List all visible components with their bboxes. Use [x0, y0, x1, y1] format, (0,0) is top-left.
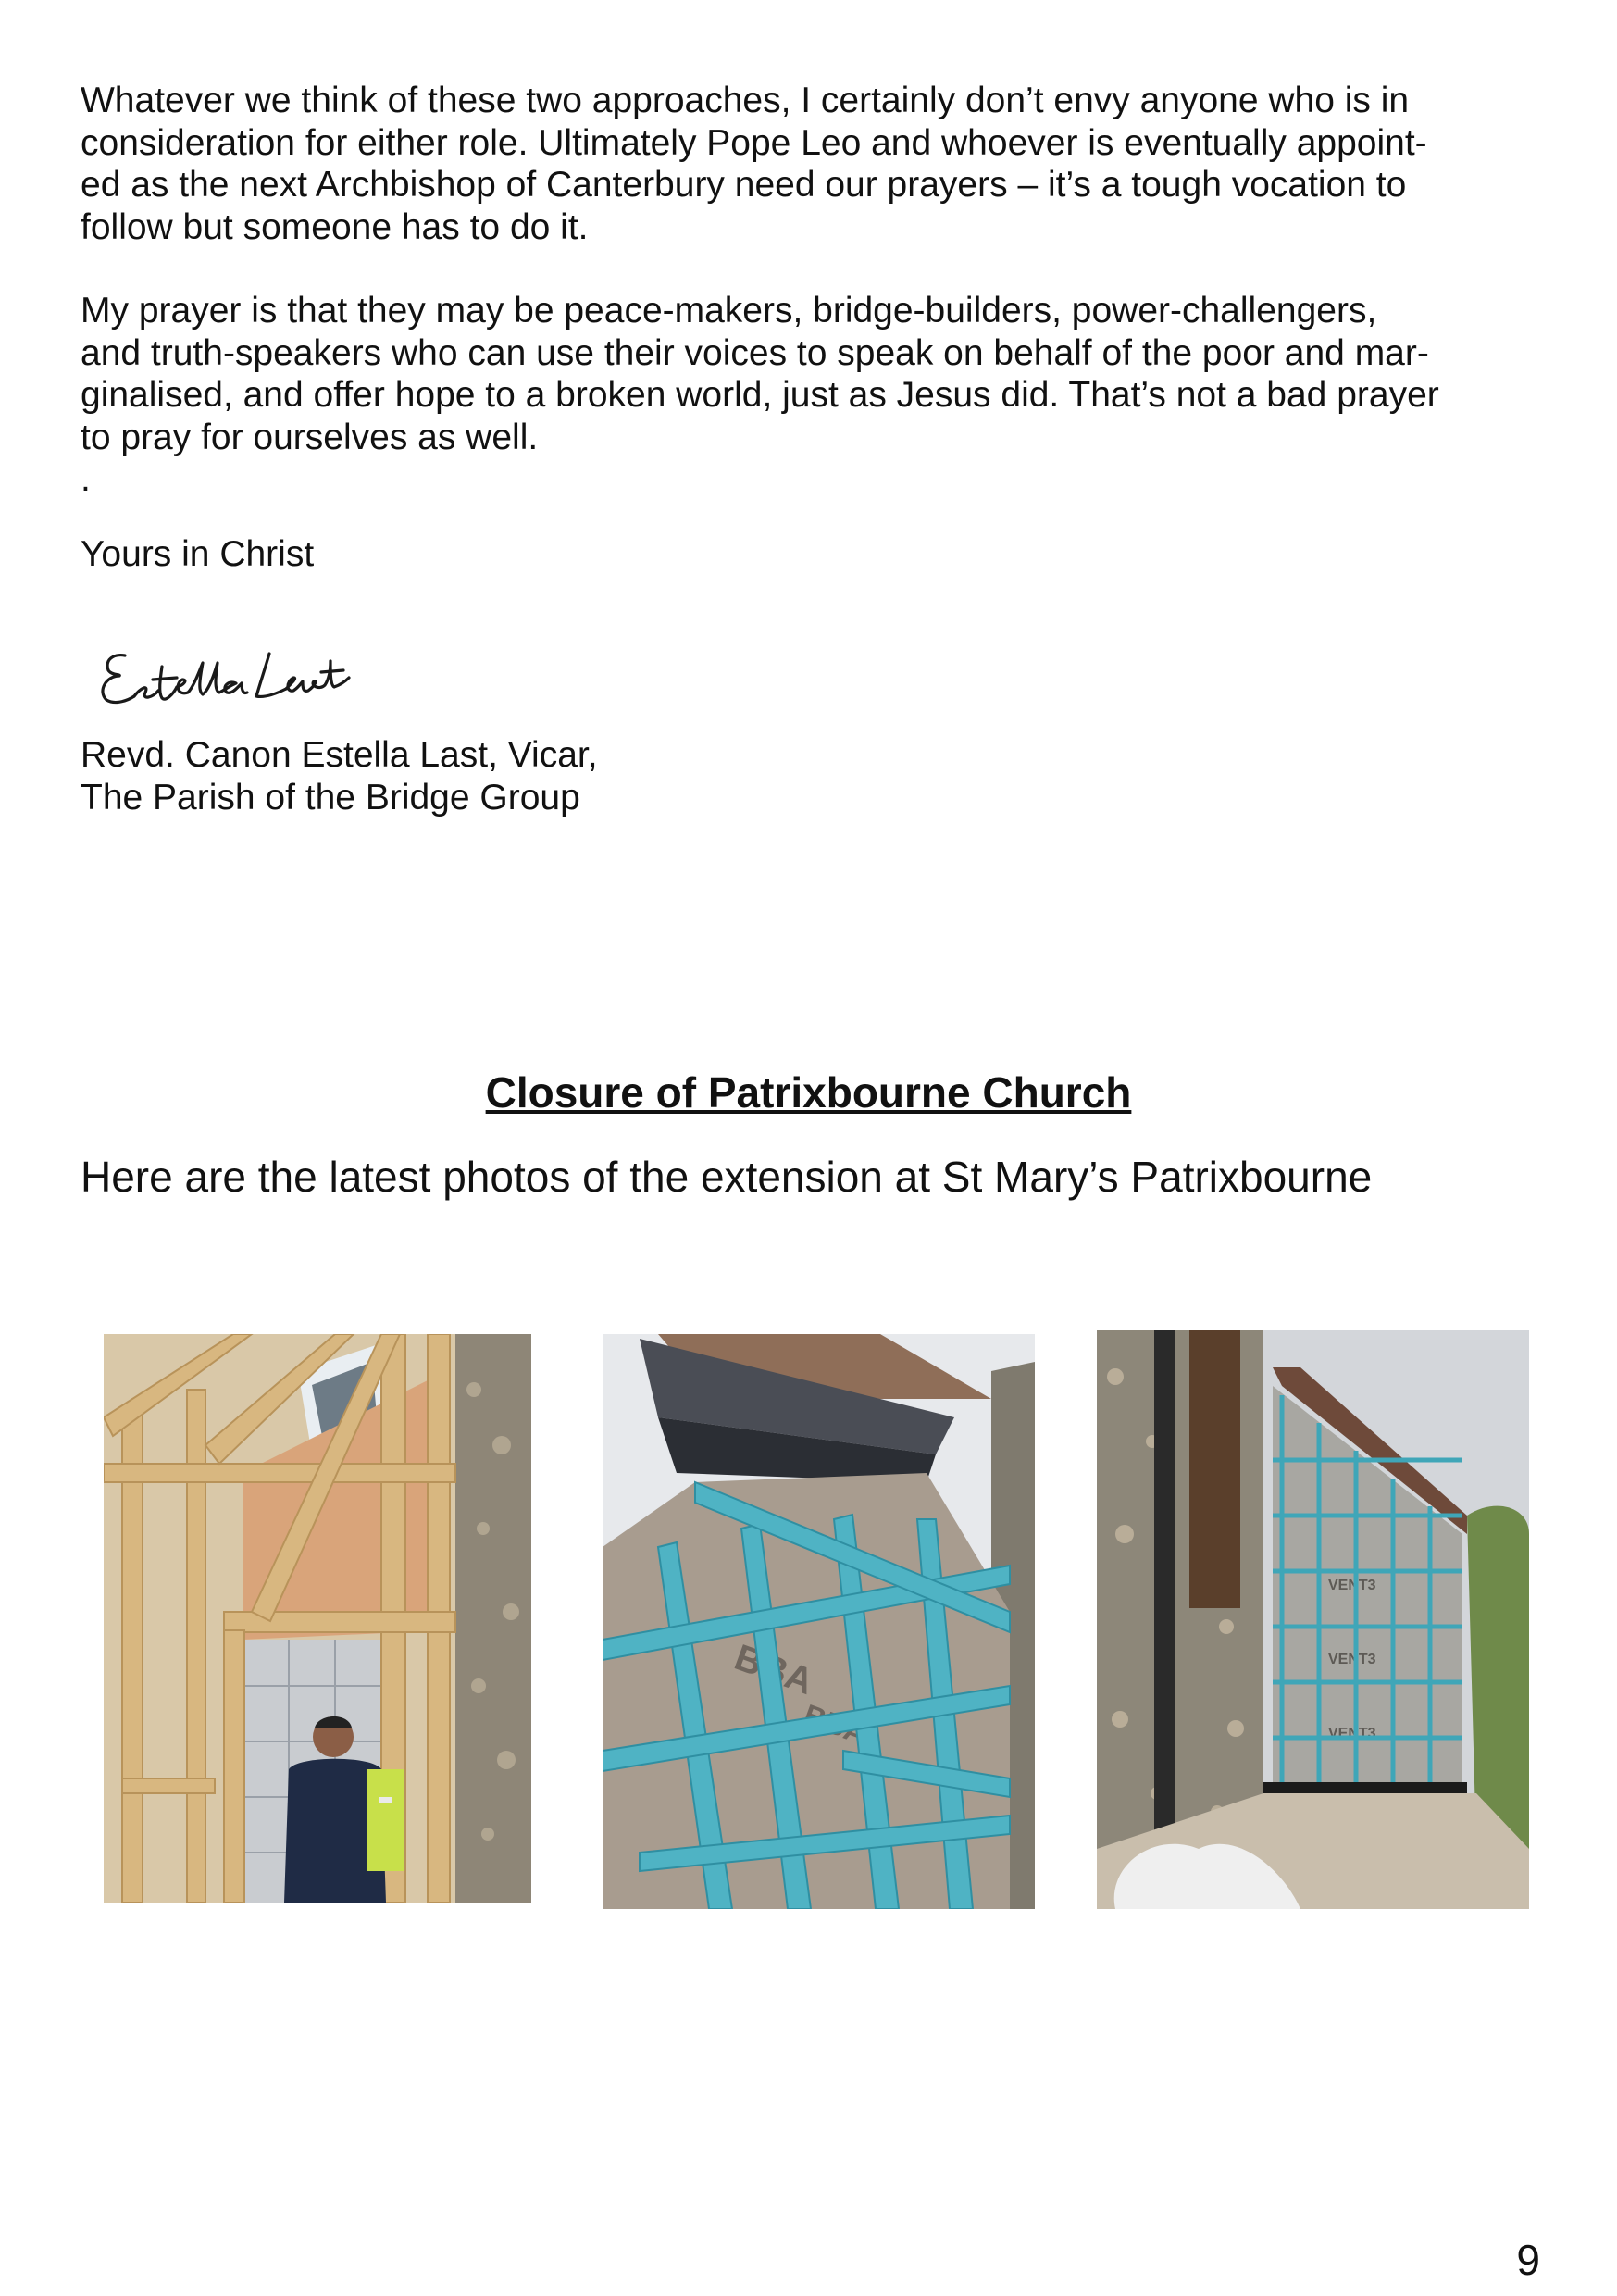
signoff-block	[81, 734, 1561, 818]
parish-name: The Parish of the Bridge Group	[81, 777, 580, 817]
text-line: follow but someone has to do it.	[81, 206, 589, 247]
section-title: Closure of Patrixbourne Church	[485, 1068, 1132, 1117]
page-number: 9	[1516, 2236, 1540, 2284]
membrane-logo: VENT3	[1328, 1652, 1376, 1667]
photo-exterior-battens	[603, 1334, 1035, 1909]
vicar-name: Revd. Canon Estella Last, Vicar,	[81, 735, 598, 775]
membrane-logo: VENT3	[1328, 1578, 1376, 1593]
membrane-logo: VENT3	[1328, 1726, 1376, 1741]
text-line: Whatever we think of these two approaches, I certainly don’t envy anyone who is in	[81, 81, 1410, 120]
text-line: consideration for either role. Ultimately Pope Leo and whoever is eventually appoint-	[81, 122, 1427, 163]
letter-paragraph-1	[81, 80, 1561, 248]
text-line: to pray for ourselves as well.	[81, 417, 539, 457]
text-line: ginalised, and offer hope to a broken world, just as Jesus did. That’s not a bad prayer	[81, 375, 1439, 415]
photo-side-wall	[1097, 1330, 1529, 1909]
text-line: My prayer is that they may be peace-makers, bridge-builders, power-challengers,	[81, 291, 1377, 331]
signature-image	[88, 618, 356, 720]
photo-interior-framing	[104, 1334, 531, 1903]
closing-line: Yours in Christ	[81, 534, 315, 574]
text-line: ed as the next Archbishop of Canterbury need our prayers – it’s a tough vocation to	[81, 165, 1407, 205]
section-intro: Here are the latest photos of the extension at St Mary’s Patrixbourne	[81, 1153, 1373, 1201]
text-line: and truth-speakers who can use their voices to speak on behalf of the poor and mar-	[81, 332, 1429, 373]
text-line: .	[81, 459, 91, 499]
letter-paragraph-2	[81, 290, 1561, 501]
closing-text	[81, 533, 1561, 576]
